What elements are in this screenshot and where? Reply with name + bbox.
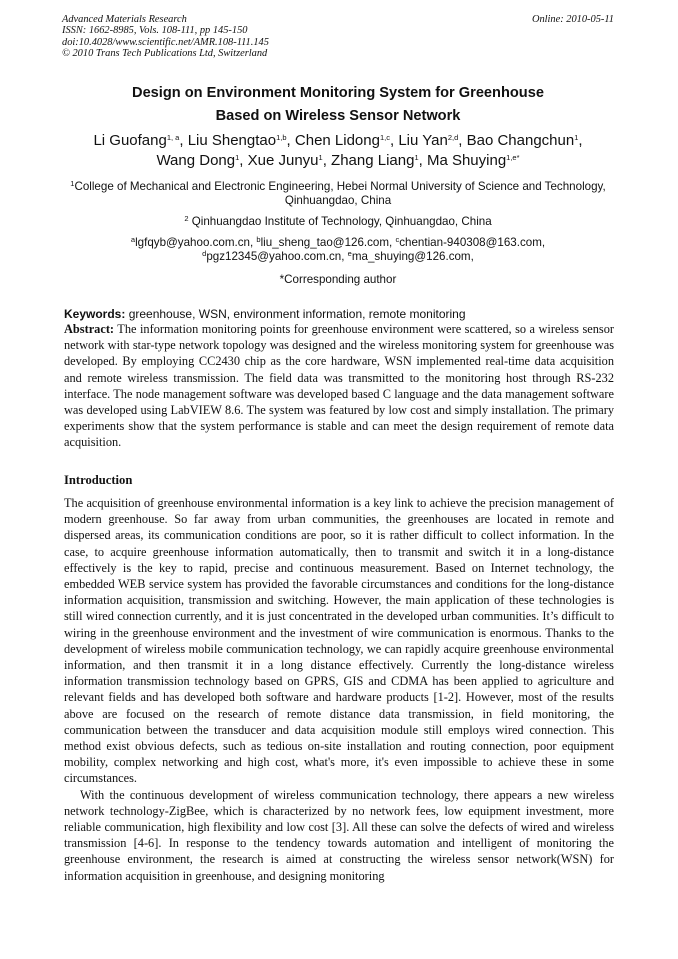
abstract-label: Abstract:: [64, 322, 115, 336]
author: Chen Lidong$^{1,c}$,: [294, 132, 399, 149]
email-c: chentian-940308@163.com,: [399, 236, 546, 249]
email-e: ma_shuying@126.com,: [351, 250, 474, 264]
paragraph: With the continuous development of wireless communication technology, there appears a new wireless network technology-ZigBee, which is characterized by no network fees, low equipment investment, more reliable communication, high flexibility and low cost [3]. All these can solve the defects of wired and wireless transmission [4-6]. In response to the tendency towards automation and intelligent of monitoring the greenhouse environment, the research is aimed at constructing the wireless sensor network(WSN) for information acquisition in greenhouse, and designing monitoring: [64, 787, 614, 883]
journal-name: Advanced Materials Research: [62, 14, 187, 25]
author: Zhang Liang$^1$,: [331, 152, 427, 169]
title-line-2: Based on Wireless Sensor Network: [215, 108, 461, 124]
author: Liu Yan$^{2,d}$,: [398, 132, 467, 149]
paragraph: The acquisition of greenhouse environmental information is a key link to achieve the precision management of modern greenhouse. So far away from urban communities, the greenhouses are located in remote and dispersed areas, its communication conditions are poor, so it is rather difficult to collect information. In the case, to acquire greenhouse information automatically, then to transmit and switch it in a long-distance effectively is the key to rapid, precise and continuous measurement. Based on Internet technology, the embedded WEB service system has provided the favorable circumstances and conditions for the long-distance information acquisition, transmission and switching. However, the main application of these technologies is still wired connection currently, and it is just concentrated in the developed urban communities. It’s difficult to wiring in the greenhouse environment and the investment of wire communication is enormous. Thanks to the development of wireless mobile communication technology, we can rapidly acquire greenhouse environmental information, and then transmit it in a long distance effectively. Currently the long-distance wireless information transmission technology based on GPRS, GIS and CDMA has been applied to agriculture and relevant fields and has developed both software and hardware products [1-2]. However, most of the results above are focused on the research of remote distance data transmission, in field monitoring, the communication between the transducer and data acquisition module still employs wired connection. This method exist obvious defects, such as tedious on-site installation and routing connection, poor equipment mobility, complex networking and high cost, what's more, it's even impossible to achieve these in some circumstances.: [64, 496, 614, 786]
affiliation-2: $^2$ Qinhuangdao Institute of Technology, Qinhuangdao, China: [184, 214, 492, 228]
author: Ma Shuying$^{1,e*}$: [426, 152, 520, 169]
keywords: [64, 307, 614, 321]
title-line-1: Design on Environment Monitoring System for Greenhouse: [132, 85, 544, 101]
author-list: [58, 131, 618, 171]
online-date: Online: 2010-05-11: [531, 14, 614, 25]
email-list: $^a$lgfqyb@yahoo.com.cn, $^b$liu_sheng_tao@126.com, $^c$chentian-940308@163.com, $^d$pgz12345@yahoo.com.cn, $^e$ma_shuying@126.com,: [130, 235, 546, 264]
abstract-text: The information monitoring points for greenhouse environment were scattered, so a wireless sensor network with star-type network topology was designed and the wireless monitoring system for greenhouse was developed. By employing CC2430 chip as the core hardware, WSN implemented real-time data acquisition and remote wireless transmission. The field data was transmitted to the monitoring host through RS-232 interface. The node management software was developed based C language and the data management software was developed using LabVIEW 8.6. The system was featured by low cost and simply installation. The primary experiments show that the system performance is stable and can meet the design requirement of remote data acquisition.: [64, 322, 614, 450]
author: Bao Changchun$^1$,: [466, 132, 583, 149]
paper-title: [60, 82, 616, 128]
author: Wang Dong$^1$,: [156, 152, 248, 169]
email-b: liu_sheng_tao@126.com,: [260, 236, 396, 249]
section-heading-introduction: Introduction: [64, 473, 133, 487]
author: Li Guofang$^{1, a}$,: [93, 132, 188, 149]
keywords-text: greenhouse, WSN, environment information, remote monitoring: [125, 307, 466, 321]
abstract: [64, 321, 614, 451]
email-d: pgz12345@yahoo.com.cn,: [206, 250, 348, 264]
issn-line: ISSN: 1662-8985, Vols. 108-111, pp 145-150: [62, 25, 248, 37]
doi-line: doi:10.4028/www.scientific.net/AMR.108-111.145: [62, 36, 269, 48]
corresponding-author-note: *Corresponding author: [279, 273, 397, 286]
introduction-body: [64, 495, 614, 884]
keywords-label: Keywords:: [64, 307, 126, 321]
copyright-line: © 2010 Trans Tech Publications Ltd, Switzerland: [62, 48, 268, 60]
author: Liu Shengtao$^{1,b}$,: [187, 132, 295, 149]
journal-header: [62, 14, 269, 60]
affiliation-1: $^1$College of Mechanical and Electronic Engineering, Hebei Normal University of Science and Technology, Qinhuangdao, China: [70, 179, 606, 208]
author: Xue Junyu$^1$,: [247, 152, 332, 169]
email-a: lgfqyb@yahoo.com.cn,: [135, 236, 257, 249]
